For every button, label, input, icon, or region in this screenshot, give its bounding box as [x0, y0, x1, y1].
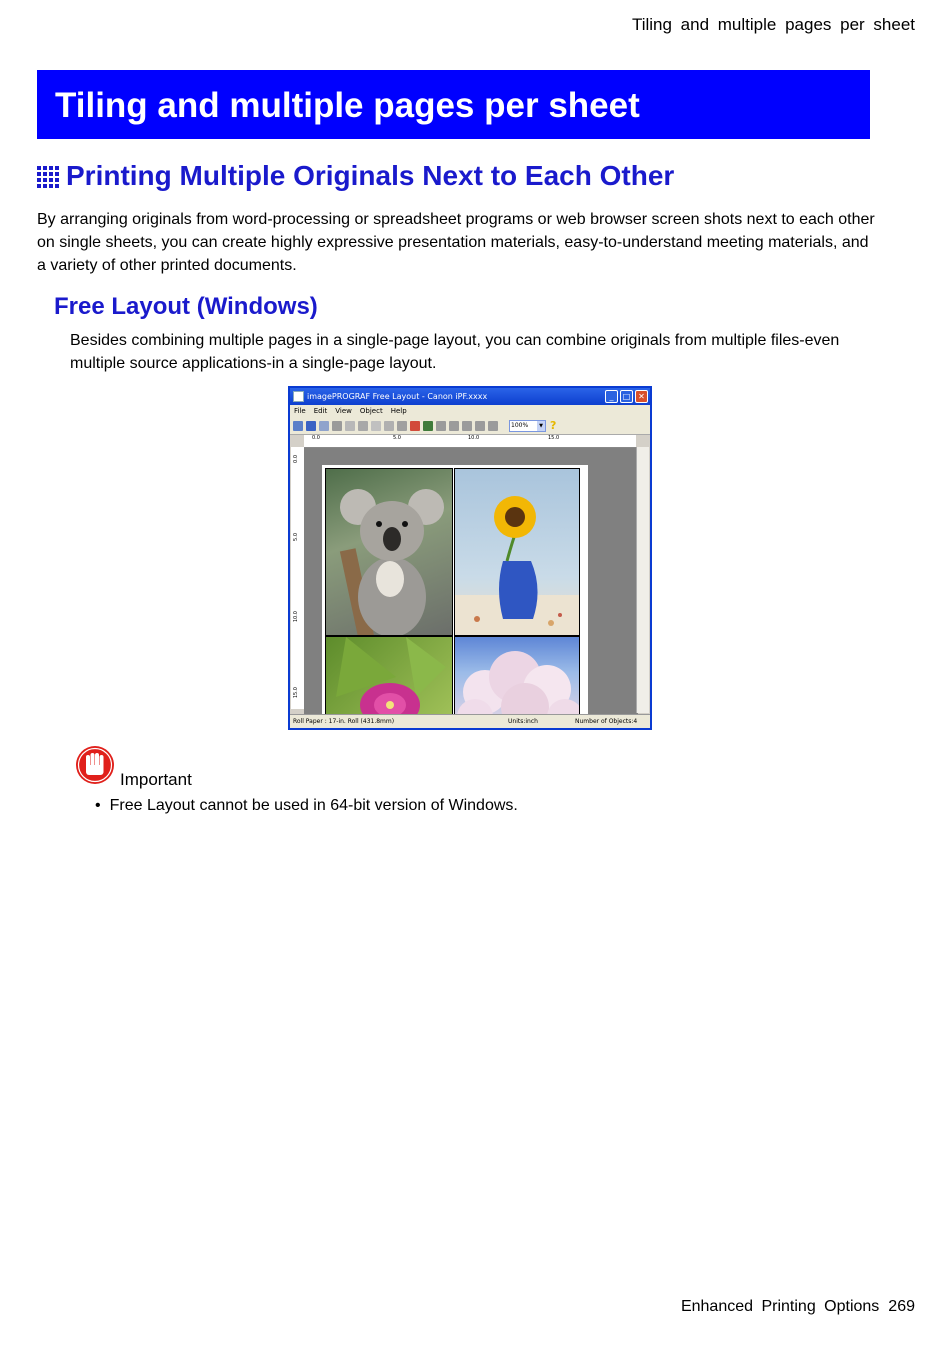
cherry-blossom-photo: [454, 636, 580, 726]
vertical-ruler: [291, 447, 305, 709]
app-icon: [293, 391, 304, 402]
ruler-v-label: 10.0: [293, 611, 299, 623]
save-icon: [293, 421, 303, 431]
ruler-v-label: 0.0: [293, 455, 299, 463]
ruler-v-label: 5.0: [293, 533, 299, 541]
chapter-title-band: [37, 70, 870, 139]
menu-help: Help: [390, 407, 407, 415]
important-list: [95, 795, 518, 817]
toolbar: [290, 417, 650, 435]
important-label: Important: [120, 770, 192, 789]
ungroup-icon: [397, 421, 407, 431]
menubar: [290, 405, 650, 417]
ruler-h-label: 0.0: [312, 435, 320, 441]
menu-object: Object: [359, 407, 383, 415]
bougainvillea-photo: [325, 636, 453, 726]
ruler-h-label: 15.0: [548, 435, 560, 441]
cut-icon: [332, 421, 342, 431]
statusbar: [290, 714, 650, 728]
layout-icon: [410, 421, 420, 431]
minimize-icon: _: [605, 390, 618, 403]
delete-icon: [371, 421, 381, 431]
zoom-value: 100%: [511, 421, 529, 429]
grid-icon: [37, 166, 60, 189]
menu-edit: Edit: [313, 407, 328, 415]
status-objects: Number of Objects:4: [575, 718, 638, 725]
footer-section: Enhanced Printing Options: [680, 1298, 880, 1315]
ruler-h-label: 10.0: [468, 435, 480, 441]
layout-paper: [322, 465, 588, 727]
maximize-icon: □: [620, 390, 633, 403]
align-right-icon: [488, 421, 498, 431]
zoom-select: [509, 420, 546, 432]
section-title: Printing Multiple Originals Next to Each Other: [66, 160, 675, 191]
align-bottom-icon: [462, 421, 472, 431]
ruler-h-label: 5.0: [393, 435, 401, 441]
ruler-v-label: 15.0: [293, 687, 299, 699]
menu-view: View: [335, 407, 352, 415]
undo-icon: [306, 421, 316, 431]
layout-workspace: [304, 448, 638, 714]
section-heading: [37, 158, 674, 194]
align-center-icon: [475, 421, 485, 431]
copy-icon: [345, 421, 355, 431]
group-icon: [384, 421, 394, 431]
section-intro: By arranging originals from word-processing or spreadsheet programs or web browser screen shots next to each other on single sheets, you can create highly expressive presentation materials, easy-to-understand meeting materials, and a variety of other printed documents.: [37, 211, 875, 274]
horizontal-ruler: [304, 435, 636, 448]
image-icon: [423, 421, 433, 431]
menu-file: File: [294, 407, 306, 415]
close-icon: ✕: [635, 390, 648, 403]
chevron-down-icon: ▼: [537, 421, 545, 431]
status-units: Units:inch: [508, 718, 538, 725]
help-icon: ?: [550, 419, 557, 432]
important-item: • Free Layout cannot be used in 64-bit version of Windows.: [95, 795, 518, 817]
chapter-title: Tiling and multiple pages per sheet: [55, 86, 640, 125]
important-hand-icon: [74, 745, 116, 790]
vertical-scrollbar: [636, 447, 649, 713]
window-titlebar: [290, 388, 650, 405]
subsection-body: Besides combining multiple pages in a single-page layout, you can combine originals from multiple files-even multiple source applications-in a single-page layout.: [70, 332, 840, 372]
status-paper: Roll Paper : 17-in. Roll (431.8mm): [293, 718, 395, 725]
running-header: Tiling and multiple pages per sheet: [631, 15, 915, 34]
free-layout-screenshot: [288, 386, 652, 730]
window-title: imagePROGRAF Free Layout - Canon iPF.xxxx: [307, 392, 488, 401]
subsection-title: Free Layout (Windows): [54, 293, 318, 320]
align-top-icon: [449, 421, 459, 431]
page-number: 269: [888, 1298, 915, 1315]
sunflower-photo: [454, 468, 580, 636]
paste-icon: [358, 421, 368, 431]
running-footer: [681, 1298, 915, 1316]
align-left-icon: [436, 421, 446, 431]
koala-photo: [325, 468, 453, 636]
redo-icon: [319, 421, 329, 431]
